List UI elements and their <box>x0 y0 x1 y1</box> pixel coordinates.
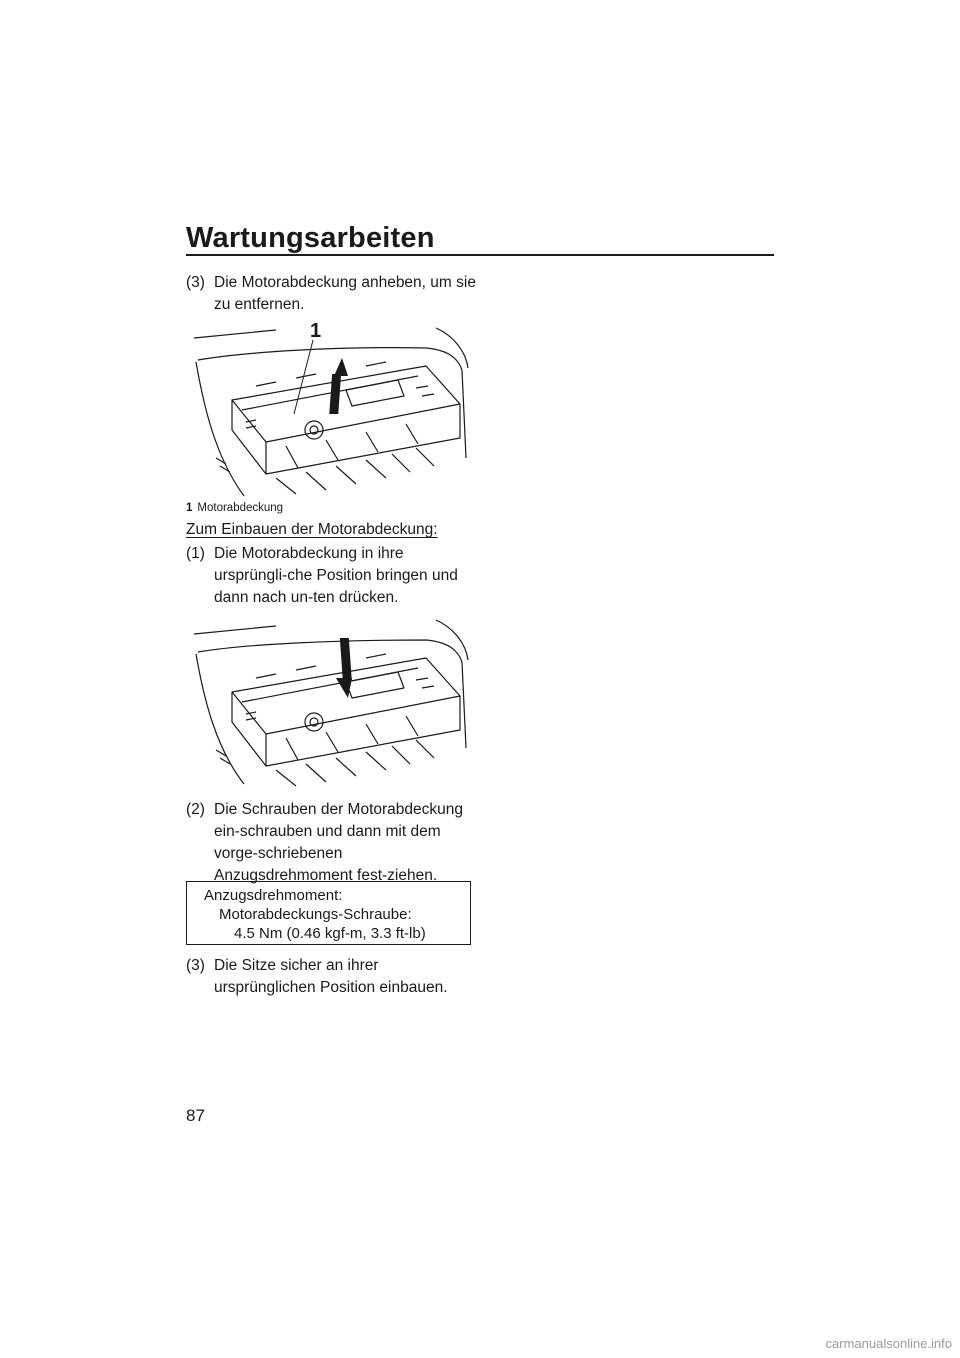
step-text: Die Sitze sicher an ihrer ursprünglichen Position einbauen. <box>214 957 448 996</box>
caption-number: 1 <box>186 502 193 514</box>
step-text: Die Motorabdeckung in ihre ursprüngli-che Position bringen und dann nach un-ten drücken. <box>214 545 458 606</box>
figure-engine-cover-install <box>186 612 471 788</box>
install-step-3 <box>186 955 476 999</box>
page-title: Wartungsarbeiten <box>186 222 435 254</box>
torque-label: Anzugsdrehmoment: <box>204 887 343 904</box>
engine-cover-illustration <box>186 318 471 500</box>
torque-value: 4.5 Nm (0.46 kgf-m, 3.3 ft-lb) <box>234 925 426 942</box>
title-divider <box>186 254 774 256</box>
install-heading: Zum Einbauen der Motorabdeckung: <box>186 521 438 538</box>
removal-step-3 <box>186 272 476 316</box>
step-text: Die Schrauben der Motorabdeckung ein-schrauben und dann mit dem vorge-schriebenen Anzugsdrehmoment fest-ziehen. <box>214 801 464 884</box>
step-number: (2) <box>186 801 205 818</box>
torque-item: Motorabdeckungs-Schraube: <box>219 906 412 923</box>
caption-text: Motorabdeckung <box>197 502 284 514</box>
step-number: (3) <box>186 274 205 291</box>
engine-cover-install-illustration <box>186 612 471 788</box>
page-number: 87 <box>186 1106 205 1125</box>
install-step-1 <box>186 543 476 609</box>
lift-arrow <box>329 358 348 414</box>
figure-caption <box>186 502 283 514</box>
step-number: (1) <box>186 545 205 562</box>
torque-spec-box <box>186 881 471 945</box>
install-step-2 <box>186 799 476 887</box>
figure-callout-1: 1 <box>310 320 322 342</box>
step-number: (3) <box>186 957 205 974</box>
figure-engine-cover-removal <box>186 318 471 500</box>
push-down-arrow <box>336 638 352 698</box>
step-text: Die Motorabdeckung anheben, um sie zu entfernen. <box>214 274 476 313</box>
watermark: carmanualsonline.info <box>825 1336 952 1351</box>
